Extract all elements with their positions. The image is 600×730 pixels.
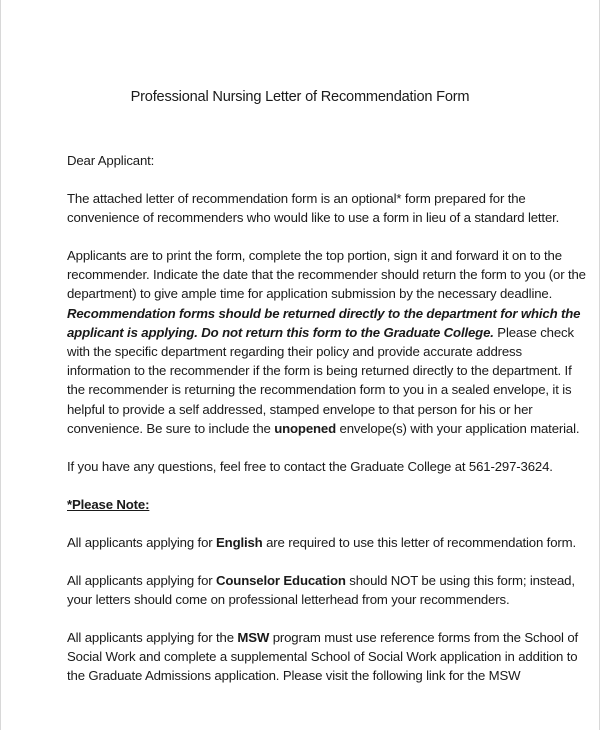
greeting-text: Dear Applicant: bbox=[67, 153, 155, 168]
paragraph-text: All applicants applying for bbox=[67, 535, 217, 550]
note-heading-text: *Please Note: bbox=[67, 497, 150, 512]
paragraph-line: the recommender is returning the recommendation form to you in a sealed envelope, it is bbox=[67, 382, 572, 398]
paragraph-line bbox=[67, 323, 574, 342]
paragraph-line bbox=[67, 533, 576, 552]
paragraph-line bbox=[67, 419, 580, 438]
bold-italic-text: applicant is applying. Do not return this form to the Graduate College. bbox=[67, 324, 494, 340]
paragraph-text: All applicants applying for bbox=[67, 573, 217, 588]
document-title: Professional Nursing Letter of Recommendation Form bbox=[130, 89, 470, 105]
paragraph-counselor bbox=[67, 571, 575, 609]
paragraph-text: are required to use this letter of recommendation form. bbox=[262, 535, 576, 550]
paragraph-msw bbox=[67, 628, 579, 686]
bold-text: Counselor Education bbox=[216, 573, 346, 588]
paragraph-line: the Graduate Admissions application. Please visit the following link for the MSW bbox=[67, 668, 521, 684]
paragraph-english bbox=[67, 533, 576, 552]
paragraph-line: The attached letter of recommendation form is an optional* form prepared for the bbox=[67, 191, 526, 206]
paragraph-contact bbox=[67, 457, 567, 476]
greeting bbox=[67, 151, 567, 170]
paragraph-text: envelope(s) with your application material. bbox=[336, 420, 580, 436]
paragraph-text: should NOT be using this form; instead, bbox=[345, 573, 575, 588]
bold-text: MSW bbox=[237, 630, 270, 645]
paragraph-line: If you have any questions, feel free to contact the Graduate College at 561-297-3624. bbox=[67, 459, 553, 474]
paragraph-line: helpful to provide a self addressed, stamped envelope to that person for his or her bbox=[67, 401, 533, 417]
paragraph-line: department) to give ample time for application submission by the necessary deadline. bbox=[67, 286, 553, 302]
paragraph-line bbox=[67, 304, 581, 323]
paragraph-line: convenience of recommenders who would like to use a form in lieu of a standard letter. bbox=[67, 210, 560, 226]
paragraph-line: your letters should come on professional letterhead from your recommenders. bbox=[67, 592, 510, 608]
bold-text: unopened bbox=[274, 420, 337, 436]
paragraph-line bbox=[67, 571, 575, 590]
paragraph-text: All applicants applying for the bbox=[67, 630, 238, 645]
bold-text: English bbox=[216, 535, 263, 550]
paragraph-intro bbox=[67, 189, 567, 227]
paragraph-line: Applicants are to print the form, complete the top portion, sign it and forward it on to the bbox=[67, 248, 562, 263]
paragraph-line: with the specific department regarding their policy and provide accurate address bbox=[67, 344, 522, 360]
paragraph-text: Please check bbox=[493, 324, 574, 340]
paragraph-instructions bbox=[67, 246, 586, 438]
paragraph-line bbox=[67, 628, 579, 647]
note-heading bbox=[67, 495, 567, 514]
paragraph-line: Social Work and complete a supplemental School of Social Work application in addition to bbox=[67, 649, 578, 665]
paragraph-text: program must use reference forms from the School of bbox=[269, 630, 579, 645]
paragraph-text: convenience. Be sure to include the bbox=[67, 420, 275, 436]
paragraph-line: information to the recommender if the form is being returned directly to the department. If bbox=[67, 363, 572, 379]
paragraph-line: recommender. Indicate the date that the recommender should return the form to you (or the bbox=[67, 267, 586, 283]
bold-italic-text: Recommendation forms should be returned directly to the department for which the bbox=[67, 305, 581, 321]
